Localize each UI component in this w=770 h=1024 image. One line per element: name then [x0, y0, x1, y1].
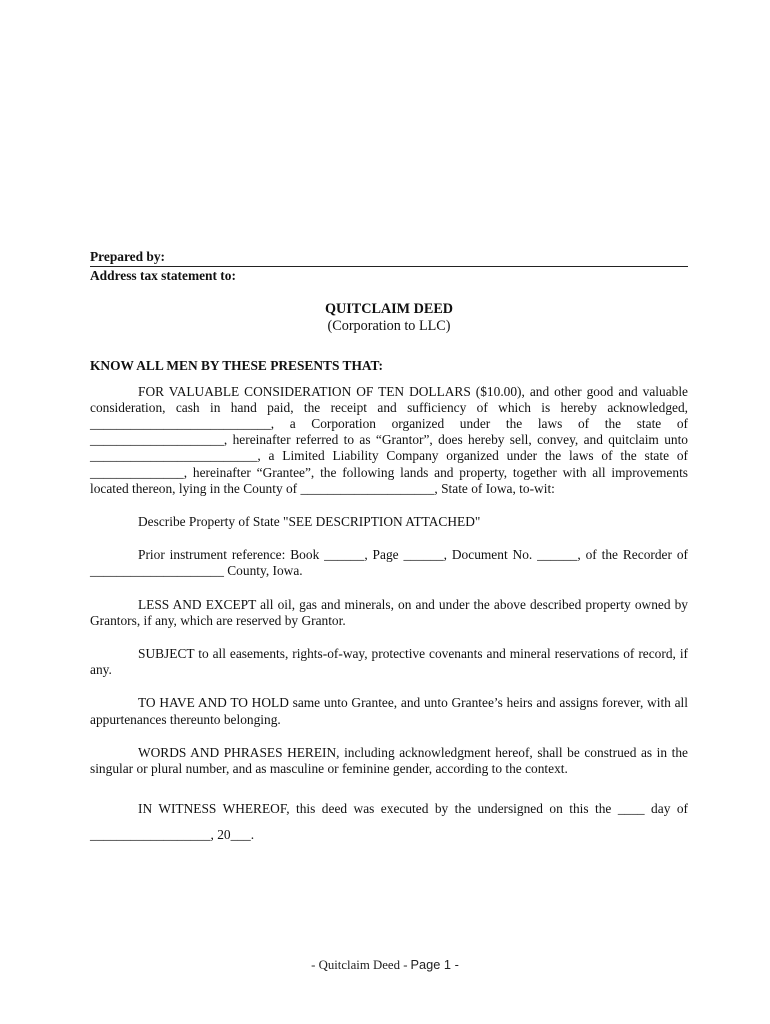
address-tax-row	[90, 267, 688, 284]
title-block	[90, 301, 688, 335]
paragraph-property-description: Describe Property of State "SEE DESCRIPTION ATTACHED"	[138, 514, 481, 530]
paragraph-less-and-except: LESS AND EXCEPT all oil, gas and minerals, on and under the above described property owned by Grantors, if any, which are reserved by Grantor.	[90, 596, 688, 628]
document-body	[90, 249, 688, 844]
address-tax-label: Address tax statement to:	[90, 268, 236, 284]
page-title: QUITCLAIM DEED	[324, 301, 454, 318]
paragraph-words-and-phrases: WORDS AND PHRASES HEREIN, including acknowledgment hereof, shall be construed as in the singular or plural number, and as masculine or feminine gender, according to the context.	[90, 744, 688, 777]
paragraph-to-have-and-to-hold: TO HAVE AND TO HOLD same unto Grantee, and unto Grantee’s heirs and assigns forever, with all appurtenances thereunto belonging.	[90, 695, 688, 727]
page-footer	[0, 957, 770, 973]
footer-document-label: - Quitclaim Deed -	[311, 958, 408, 972]
paragraph-subject-to: SUBJECT to all easements, rights-of-way, protective covenants and mineral reservations of record, if any.	[90, 646, 688, 678]
paragraph-prior-instrument-reference: Prior instrument reference: Book ______, Page ______, Document No. ______, of the Recorder of ____________________ County, Iowa.	[90, 547, 688, 579]
paragraph-in-witness-whereof: IN WITNESS WHEREOF, this deed was executed by the undersigned on this the ____ day of	[138, 801, 688, 817]
page-subtitle: (Corporation to LLC)	[327, 318, 451, 335]
paragraph-consideration: FOR VALUABLE CONSIDERATION OF TEN DOLLARS ($10.00), and other good and valuable consideration, cash in hand paid, the receipt and sufficiency of which is hereby acknowledged, ___________________________, a Corporation organized under the laws of the state of ____________________, hereinafter referred to as “Grantor”, does hereby sell, convey, and quitclaim unto _________________________, a Limited Liability Company organized under the laws of the state of ______________, hereinafter “Grantee”, the following lands and property, together with all improvements located thereon, lying in the County of ____________________, State of Iowa, to-wit:	[90, 383, 688, 496]
opening-heading: KNOW ALL MEN BY THESE PRESENTS THAT:	[90, 358, 383, 374]
prepared-by-row	[90, 249, 688, 267]
witness-date-blank-line: __________________, 20___.	[90, 827, 255, 843]
prepared-by-label: Prepared by:	[90, 249, 166, 264]
footer-page-number-label: Page 1 -	[410, 957, 459, 972]
